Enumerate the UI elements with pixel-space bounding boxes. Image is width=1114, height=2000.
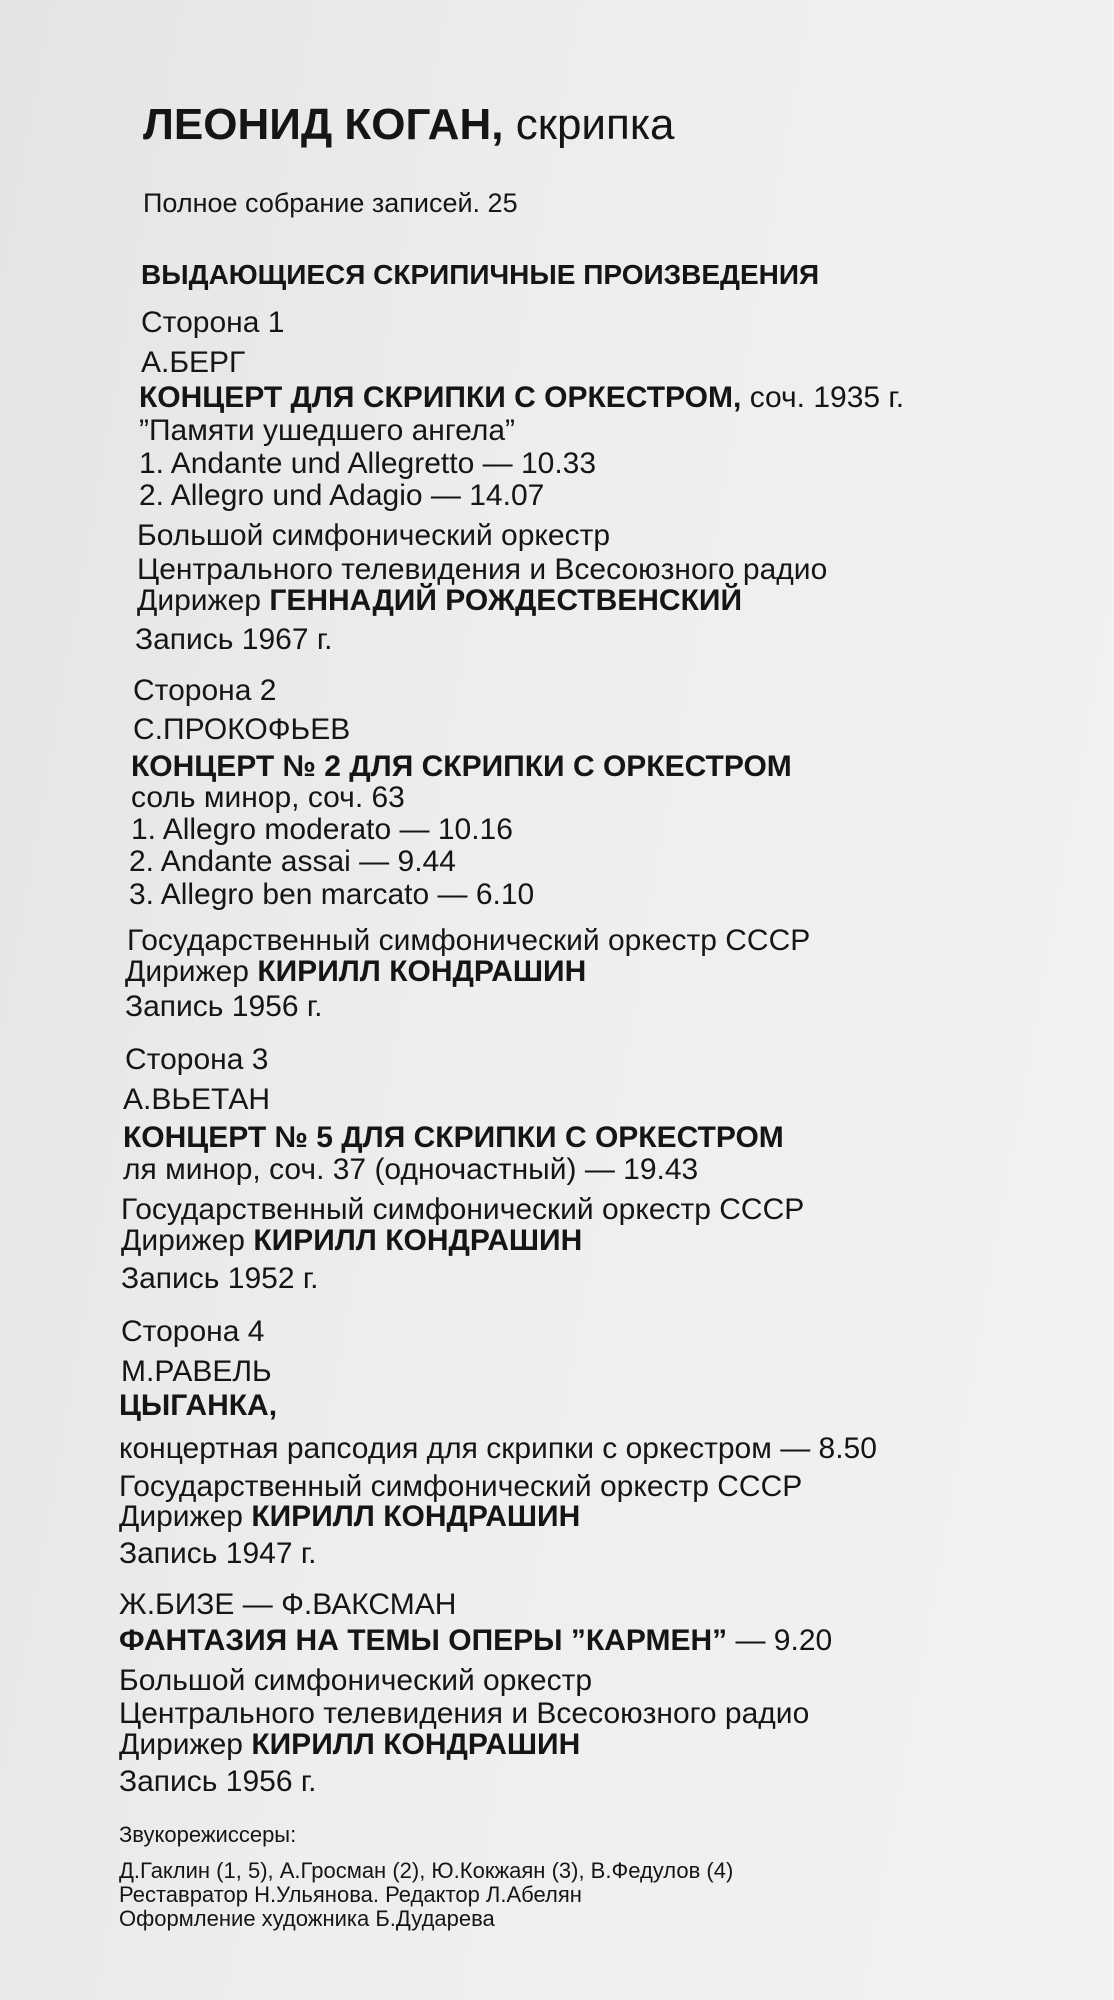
side4-work2-title: ФАНТАЗИЯ НА ТЕМЫ ОПЕРЫ ”КАРМЕН” <box>119 1624 728 1657</box>
side2-work-key: соль минор, соч. 63 <box>131 781 405 814</box>
side4-work-desc: концертная рапсодия для скрипки с оркестром — 8.50 <box>119 1432 877 1465</box>
side4-label: Сторона 4 <box>121 1315 265 1348</box>
side1-track-1: 1. Andante und Allegretto — 10.33 <box>139 447 597 480</box>
side4-work2-conductor-prefix: Дирижер <box>119 1728 243 1761</box>
side2-track-2: 2. Andante assai — 9.44 <box>129 845 456 878</box>
side3-composer: А.ВЬЕТАН <box>123 1083 271 1116</box>
side1-composer: А.БЕРГ <box>141 346 246 379</box>
side2-work-title: КОНЦЕРТ № 2 ДЛЯ СКРИПКИ С ОРКЕСТРОМ <box>131 750 792 783</box>
side3-recording: Запись 1952 г. <box>121 1262 319 1295</box>
side2-composer: С.ПРОКОФЬЕВ <box>133 713 351 746</box>
side2-conductor-name: КИРИЛЛ КОНДРАШИН <box>257 955 587 988</box>
side1-work-title: КОНЦЕРТ ДЛЯ СКРИПКИ С ОРКЕСТРОМ, <box>139 381 742 414</box>
side4-orchestra: Государственный симфонический оркестр СССР <box>119 1470 803 1503</box>
side1-conductor <box>137 584 742 618</box>
side3-work-key: ля минор, соч. 37 (одночастный) — 19.43 <box>123 1153 699 1186</box>
artist-heading <box>143 100 675 150</box>
credits-engineers: Д.Гаклин (1, 5), А.Гросман (2), Ю.Кокжаян (3), В.Федулов (4) <box>119 1858 734 1883</box>
side1-orchestra-line1: Большой симфонический оркестр <box>137 519 610 552</box>
side1-conductor-prefix: Дирижер <box>137 584 261 617</box>
side4-composer: М.РАВЕЛЬ <box>121 1355 272 1388</box>
side1-work-heading <box>139 381 904 415</box>
side1-orchestra-line2: Центрального телевидения и Всесоюзного радио <box>137 553 828 586</box>
side2-conductor <box>125 955 586 989</box>
side4-conductor-prefix: Дирижер <box>119 1500 243 1533</box>
side2-conductor-prefix: Дирижер <box>125 955 249 988</box>
side2-track-3: 3. Allegro ben marcato — 6.10 <box>129 878 535 911</box>
side2-recording: Запись 1956 г. <box>125 990 323 1023</box>
side4-work-title: ЦЫГАНКА, <box>119 1389 278 1422</box>
side4-work2-orchestra-line2: Центрального телевидения и Всесоюзного радио <box>119 1697 810 1730</box>
artist-instrument: скрипка <box>515 100 675 149</box>
side2-orchestra: Государственный симфонический оркестр СССР <box>127 924 811 957</box>
side4-work2-orchestra-line1: Большой симфонический оркестр <box>119 1664 592 1697</box>
credits-restorer-editor: Реставратор Н.Ульянова. Редактор Л.Абелян <box>119 1882 582 1907</box>
side3-work-title: КОНЦЕРТ № 5 ДЛЯ СКРИПКИ С ОРКЕСТРОМ <box>123 1121 784 1154</box>
side3-conductor <box>121 1224 582 1258</box>
side3-orchestra: Государственный симфонический оркестр СССР <box>121 1193 805 1226</box>
album-title: ВЫДАЮЩИЕСЯ СКРИПИЧНЫЕ ПРОИЗВЕДЕНИЯ <box>141 259 820 290</box>
side1-work-opus: соч. 1935 г. <box>749 381 905 414</box>
side4-work2-conductor-name: КИРИЛЛ КОНДРАШИН <box>251 1728 581 1761</box>
artist-name: ЛЕОНИД КОГАН, <box>143 100 504 149</box>
side1-label: Сторона 1 <box>141 306 285 339</box>
side1-work-subtitle: ”Памяти ушедшего ангела” <box>139 414 515 447</box>
side4-work2-composer: Ж.БИЗЕ — Ф.ВАКСМАН <box>119 1588 457 1621</box>
side1-conductor-name: ГЕННАДИЙ РОЖДЕСТВЕНСКИЙ <box>269 584 743 617</box>
side4-work2-heading <box>119 1624 832 1658</box>
side3-conductor-prefix: Дирижер <box>121 1224 245 1257</box>
series-title: Полное собрание записей. 25 <box>143 188 518 218</box>
credits-engineers-label: Звукорежиссеры: <box>119 1822 297 1847</box>
side4-work2-recording: Запись 1956 г. <box>119 1765 317 1798</box>
side3-conductor-name: КИРИЛЛ КОНДРАШИН <box>253 1224 583 1257</box>
side4-conductor-name: КИРИЛЛ КОНДРАШИН <box>251 1500 581 1533</box>
side3-label: Сторона 3 <box>125 1043 269 1076</box>
side2-track-1: 1. Allegro moderato — 10.16 <box>131 813 513 846</box>
side4-conductor <box>119 1500 580 1534</box>
side4-work2-duration: — 9.20 <box>735 1624 833 1657</box>
side4-work2-conductor <box>119 1728 580 1762</box>
side2-label: Сторона 2 <box>133 674 277 707</box>
side1-recording: Запись 1967 г. <box>135 623 333 656</box>
side1-track-2: 2. Allegro und Adagio — 14.07 <box>139 479 545 512</box>
credits-design: Оформление художника Б.Дударева <box>119 1906 495 1931</box>
side4-recording: Запись 1947 г. <box>119 1537 317 1570</box>
